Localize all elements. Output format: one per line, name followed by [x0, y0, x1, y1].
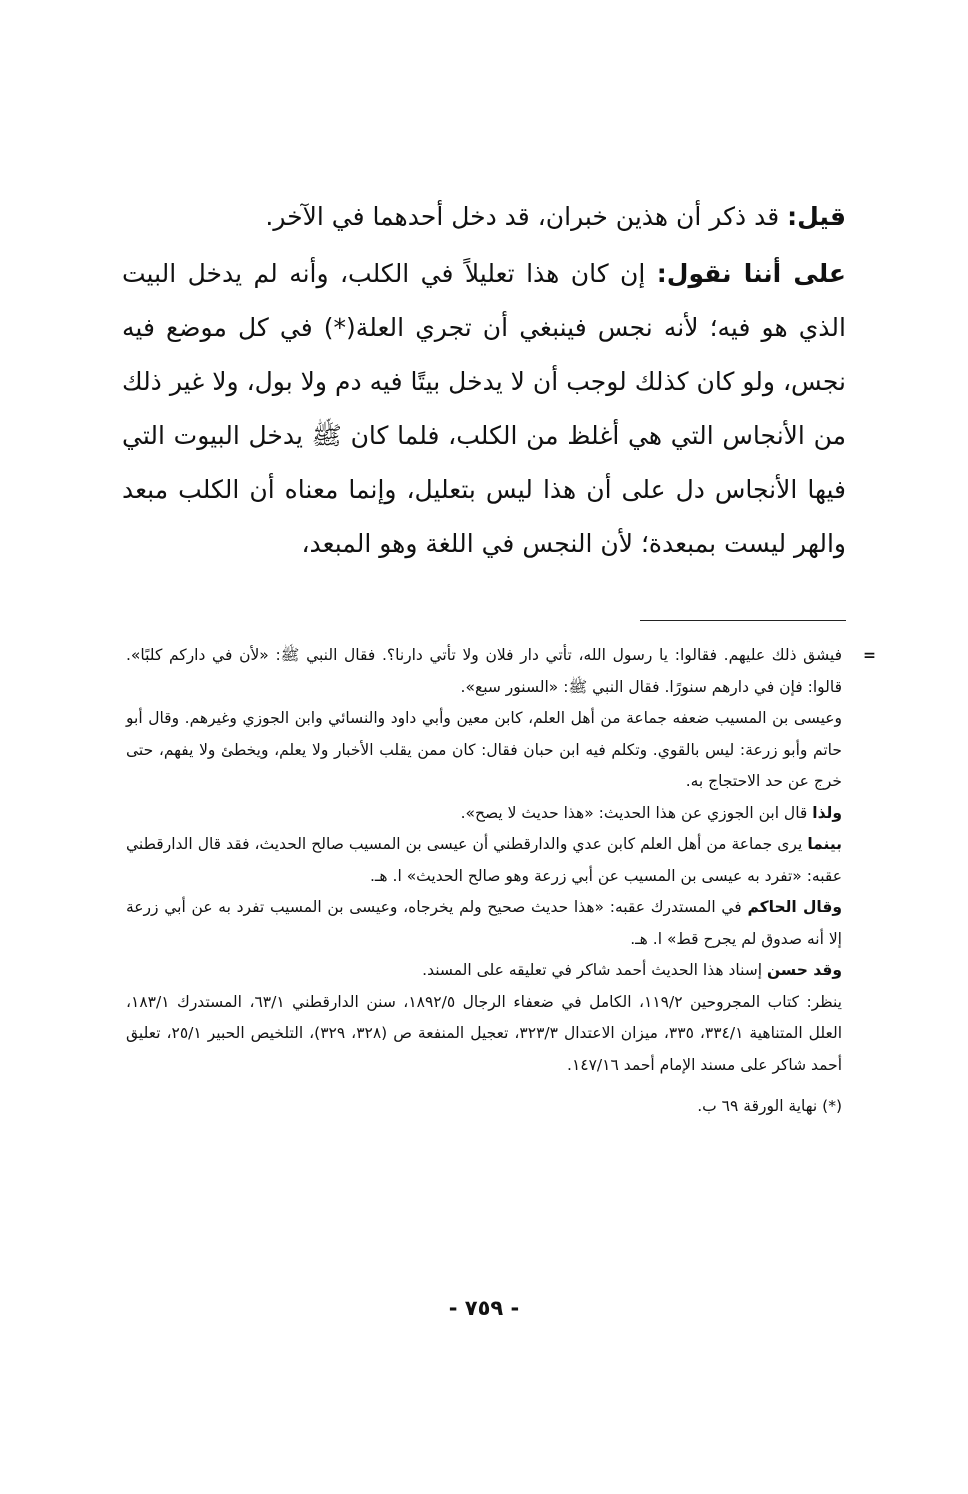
footnote-hakim-paragraph: [126, 892, 842, 955]
footnote-jawzi-text: قال ابن الجوزي عن هذا الحديث: «هذا حديث لا يصح».: [460, 803, 813, 822]
paragraph-1-text: قد ذكر أن هذين خبران، قد دخل أحدهما في الآخر.: [265, 202, 788, 231]
footnote-shakir-lead: وقد حسن: [766, 961, 842, 979]
footnote-jawzi-paragraph: [126, 798, 842, 830]
footnote-daraqutni-lead: بينما: [807, 835, 842, 853]
paragraph-2: [122, 247, 846, 571]
footnote-isa-paragraph: وعيسى بن المسيب ضعفه جماعة من أهل العلم، كابن معين وأبي داود والنسائي وابن الجوزي وغيرهم. وقال أبو حاتم وأبو زرعة: ليس بالقوي. وتكلم فيه ابن حبان فقال: كان ممن يقلب الأخبار ولا يعلم، ويخطئ ولا يفهم، حتى خرج عن حد الاحتجاج به.: [126, 709, 842, 790]
footnote-hakim-text: في المستدرك عقبه: «هذا حديث صحيح ولم يخرجاه، وعيسى بن المسيب تفرد به عن أبي زرعة إلا أنه صدوق لم يجرح قط» ا. هـ.: [126, 898, 842, 948]
footnote-shakir-text: إسناد هذا الحديث أحمد شاكر في تعليقه على المسند.: [422, 961, 767, 979]
paragraph-2-text: إن كان هذا تعليلاً في الكلب، وأنه لم يدخل البيت الذي هو فيه؛ لأنه نجس فينبغي أن تجري العلة(*) في كل موضع فيه نجس، ولو كان كذلك لوجب أن لا يدخل بيتًا فيه دم ولا بول، ولا غير ذلك من الأنجاس التي هي أغلظ من الكلب، فلما كان ﷺ يدخل البيوت التي فيها الأنجاس دل على أن هذا ليس بتعليل، وإنما معناه أن الكلب مبعد والهر ليست بمبعدة؛ لأن النجس في اللغة وهو المبعد،: [122, 259, 846, 558]
footnotes-section: [126, 640, 876, 1123]
footnote-continuation-text: فيشق ذلك عليهم. فقالوا: يا رسول الله، تأتي دار فلان ولا تأتي دارنا؟. فقال النبي ﷺ: «لأن في داركم كلبًا». قالوا: فإن في دارهم سنورًا. فقال النبي ﷺ: «السنور سبع».: [126, 646, 842, 696]
footnote-continuation: [126, 640, 876, 703]
footnote-divider: [640, 620, 846, 621]
main-body-text: [122, 190, 846, 571]
footnote-star-note: (*) نهاية الورقة ٦٩ ب.: [697, 1097, 842, 1115]
footnote-daraqutni-paragraph: [126, 829, 842, 892]
paragraph-1: [122, 190, 846, 244]
footnote-hakim-lead: وقال الحاكم: [747, 898, 842, 916]
footnote-shakir-paragraph: [126, 955, 842, 987]
page-number: - ٧٥٩ -: [448, 1296, 520, 1320]
paragraph-2-lead: على أننا نقول:: [656, 259, 846, 288]
continuation-mark: =: [863, 646, 876, 664]
footnote-jawzi-lead: ولذا: [812, 803, 842, 822]
paragraph-1-lead: قيل:: [787, 202, 846, 231]
footnote-daraqutni-text: يرى جماعة من أهل العلم كابن عدي والدارقطني أن عيسى بن المسيب صالح الحديث، فقد قال الدارقطني عقبه: «تفرد به عيسى بن المسيب عن أبي زرعة وهو صالح الحديث» ا. هـ.: [126, 835, 842, 885]
footnote-references: ينظر: كتاب المجروحين ١١٩/٢، الكامل في ضعفاء الرجال ١٨٩٢/٥، سنن الدارقطني ٦٣/١، المستدرك ١٨٣/١، العلل المتناهية ٣٣٤/١، ٣٣٥، ميزان الاعتدال ٣٢٣/٣، تعجيل المنفعة ص (٣٢٨، ٣٢٩)، التلخيص الحبير ٢٥/١، تعليق أحمد شاكر على مسند الإمام أحمد ١٤٧/١٦.: [126, 992, 843, 1074]
